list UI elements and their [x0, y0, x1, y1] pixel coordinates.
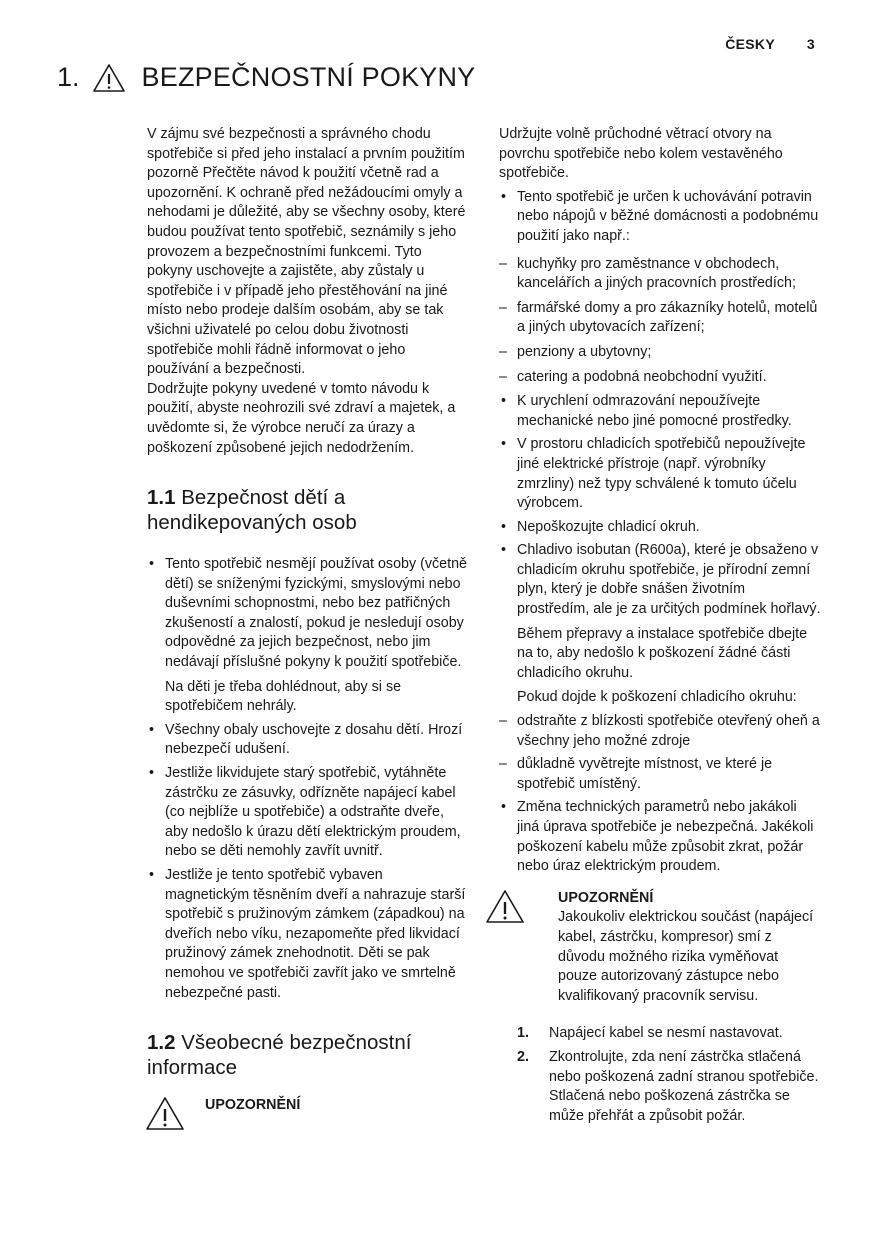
- page-header: [725, 36, 815, 52]
- list-item-text: Chladivo isobutan (R600a), které je obsaženo v chladicím okruhu spotřebiče, je přírodní zemní plyn, který je dobře snášen životním prostředím, ale je za určitých podmínek hořlavý.: [517, 542, 821, 618]
- list-item: [147, 764, 469, 862]
- numbered-item: [517, 1024, 821, 1044]
- warning-label: UPOZORNĚNÍ: [558, 889, 654, 906]
- chapter-title: BEZPEČNOSTNÍ POKYNY: [141, 62, 476, 92]
- ventilation-paragraph: Udržujte volně průchodné větrací otvory na povrchu spotřebiče nebo kolem vestavěného spotřebiče.: [499, 126, 783, 182]
- damage-steps-list: [499, 712, 821, 794]
- section-title: Bezpečnost dětí a hendikepovaných osob: [147, 486, 357, 535]
- numbered-item-text: Napájecí kabel se nesmí nastavovat.: [549, 1025, 783, 1042]
- list-item-text: Tento spotřebič je určen k uchovávání potravin nebo nápojů v běžné domácnosti a podobnému použití jako např.:: [517, 188, 819, 244]
- chapter-heading: [57, 62, 475, 93]
- right-column: [499, 125, 821, 1130]
- list-item: [499, 392, 821, 431]
- children-safety-list: [147, 555, 469, 1003]
- list-item: [499, 518, 821, 538]
- numbered-list: [517, 1024, 821, 1126]
- dash-item: – kuchyňky pro zaměstnance v obchodech, kancelářích a jiných pracovních prostředích;: [499, 255, 821, 294]
- numbered-item-text: Zkontrolujte, zda není zástrčka stlačená nebo poškozená zadní stranou spotřebiče. Stlačená nebo poškozená zástrčka se může přehřát a způsobit požár.: [549, 1048, 819, 1124]
- dash-item: – důkladně vyvětrejte místnost, ve které je spotřebič umístěný.: [499, 755, 821, 794]
- usage-list: [499, 255, 821, 388]
- list-item: [147, 555, 469, 717]
- list-item-text: Nepoškozujte chladicí okruh.: [517, 518, 700, 535]
- chapter-number: 1.: [57, 62, 80, 92]
- list-item-text: Jestliže likvidujete starý spotřebič, vytáhněte zástrčku ze zásuvky, odřízněte napájecí kabel (co nejblíže u spotřebiče) a odstraňte dveře, aby nedošlo k úrazu dětí elektrickým proudem, nebo se děti nemohly zavřít uvnitř.: [165, 765, 461, 860]
- list-item: [147, 866, 469, 1003]
- list-item-text: Změna technických parametrů nebo jakákoli jiná úprava spotřebiče je nebezpečná. Jakékoli poškození kabelu může způsobit zkrat, požár nebo úraz elektrickým proudem.: [517, 799, 814, 875]
- list-item-note: Na děti je třeba dohlédnout, aby si se spotřebičem nehrály.: [165, 678, 402, 715]
- list-item-text: Jestliže je tento spotřebič vybaven magnetickým těsněním dveří a nahrazuje starší spotřebič s pružinovým zámkem (západkou) na dveřích nebo víku, nezapomeňte před likvidací pružinový zámek znehodnotit. Děti se pak nemohou ve spotřebiči zavřít jako ve smrtelně nebezpečné pasti.: [165, 867, 466, 1001]
- list-item: [499, 541, 821, 794]
- warning-box: [147, 1096, 469, 1132]
- list-item-text: K urychlení odmrazování nepoužívejte mechanické nebo jiné pomocné prostředky.: [517, 393, 792, 429]
- section-title: Všeobecné bezpečnostní informace: [147, 1031, 412, 1080]
- dash-item: – odstraňte z blízkosti spotřebiče otevřený oheň a všechny jeho možné zdroje: [499, 712, 821, 751]
- list-item-text: Všechny obaly uschovejte z dosahu dětí. Hrozí nebezpečí udušení.: [165, 721, 463, 758]
- list-item-text: V prostoru chladicích spotřebičů nepoužívejte jiné elektrické přístroje (např. výrobníky zmrzliny) než typy schválené k tomuto účelu výrobcem.: [517, 436, 806, 512]
- intro-paragraph: V zájmu své bezpečnosti a správného chodu spotřebiče si před jeho instalací a prvním použitím pozorně Přečtěte návod k použití včetně rad a upozornění. K ochraně před nežádoucími omyly a nehodami je důležité, aby se všechny osoby, které budou používat tento spotřebič, seznámily s jeho provozem a bezpečnostními funkcemi. Tyto pokyny uschovejte a zajistěte, aby zůstaly u spotřebiče i v případě jeho přestěhování na jiné místo nebo prodeje dalším osobám, aby se tak všichni uživatelé po celou dobu životnosti spotřebiče mohli řádně informovat o jeho používání a bezpečnosti.: [147, 126, 466, 378]
- left-column: [147, 125, 469, 1132]
- warning-text: Jakoukoliv elektrickou součást (napájecí kabel, zástrčku, kompresor) smí z důvodu možného rizika vyměňovat pouze autorizovaný zástupce nebo kvalifikovaný pracovník servisu.: [558, 909, 814, 1004]
- dash-item: – farmářské domy a pro zákazníky hotelů, motelů a jiných ubytovacích zařízení;: [499, 299, 821, 338]
- list-item-note: Pokud dojde k poškození chladicího okruhu:: [517, 689, 797, 706]
- list-item-note: Během přepravy a instalace spotřebiče dbejte na to, aby nedošlo k poškození žádné části chladicího okruhu.: [517, 625, 808, 681]
- list-item-text: Tento spotřebič nesmějí používat osoby (včetně dětí) se sníženými fyzickými, smyslovými nebo duševními schopnostmi, nebo bez patřičných zkušeností a znalostí, pokud je nesledují osoby odpovědné za jejich bezpečnost, nebo jim nedávají příslušné pokyny k použití spotřebiče.: [165, 556, 467, 671]
- header-language: ČESKY: [725, 36, 775, 52]
- list-item: [499, 188, 821, 387]
- section-number: 1.2: [147, 1031, 176, 1055]
- section-1-2-heading: [147, 1030, 469, 1080]
- general-safety-list: [499, 188, 821, 877]
- item-number: 1.: [517, 1025, 529, 1042]
- section-1-1-heading: [147, 485, 469, 535]
- item-number: 2.: [517, 1048, 529, 1065]
- warning-triangle-icon: [145, 1096, 185, 1132]
- page-number: 3: [806, 36, 815, 52]
- warning-triangle-icon: [485, 889, 525, 925]
- warning-label: UPOZORNĚNÍ: [205, 1097, 301, 1114]
- warning-triangle-icon: [92, 63, 126, 93]
- list-item: [499, 435, 821, 513]
- list-item: [499, 798, 821, 876]
- list-item: [147, 721, 469, 760]
- dash-item: – catering a podobná neobchodní využití.: [499, 368, 821, 388]
- section-number: 1.1: [147, 486, 176, 510]
- numbered-item: [517, 1048, 821, 1126]
- intro-paragraph-2: Dodržujte pokyny uvedené v tomto návodu k použití, abyste neohrozili své zdraví a majetek, a uvědomte si, že výrobce neručí za úrazy a poškození způsobené jejich nedodržením.: [147, 380, 456, 456]
- warning-content: [558, 889, 820, 1007]
- dash-item: – penziony a ubytovny;: [499, 343, 821, 363]
- warning-box: [485, 889, 821, 1007]
